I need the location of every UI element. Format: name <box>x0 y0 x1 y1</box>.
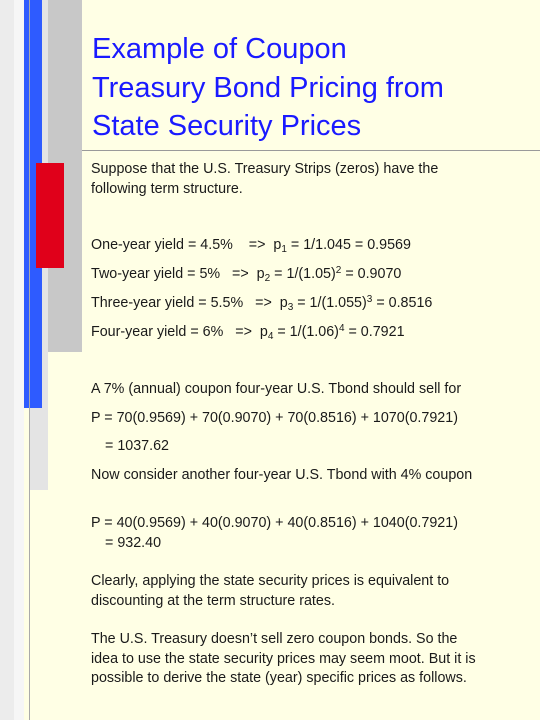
yield-3-prefix: Three-year yield = 5.5% => p <box>91 295 288 311</box>
yield-4-prefix: Four-year yield = 6% => p <box>91 324 268 340</box>
closing-line-2: idea to use the state security prices may seem moot. But it is <box>91 650 476 667</box>
deco-bar-white-sliver <box>14 0 24 720</box>
yield-row-3 <box>91 294 531 314</box>
title-divider <box>82 150 540 151</box>
yield-2-rest: = 0.9070 <box>341 266 402 282</box>
slide-title <box>92 30 532 146</box>
yield-2-sub: 2 <box>264 273 271 284</box>
coupon4-formula-line: P = 40(0.9569) + 40(0.9070) + 40(0.8516) + 1040(0.7921) <box>91 515 458 531</box>
yield-3-mid: = 1/(1.055) <box>293 295 367 311</box>
yield-1-rest: = 1/1.045 = 0.9569 <box>286 237 411 253</box>
yield-4-sup: 4 <box>338 323 345 334</box>
yield-row-2 <box>91 265 531 285</box>
clearly-line-1: Clearly, applying the state security prices is equivalent to <box>91 573 450 589</box>
intro-line-1: Suppose that the U.S. Treasury Strips (zeros) have the <box>91 161 439 177</box>
intro-line-2: following term structure. <box>91 180 243 197</box>
title-line-1: Example of Coupon <box>92 33 347 65</box>
clearly-paragraph <box>91 572 531 611</box>
closing-line-1: The U.S. Treasury doesn’t sell zero coupon bonds. So the <box>91 631 458 647</box>
closing-line-3: possible to derive the state (year) specific prices as follows. <box>91 670 467 686</box>
yield-4-sub: 4 <box>267 331 274 342</box>
coupon7-intro: A 7% (annual) coupon four-year U.S. Tbond should sell for <box>91 381 462 397</box>
yield-1-sub: 1 <box>281 244 287 255</box>
deco-bar-thin-line <box>29 0 30 720</box>
closing-paragraph <box>91 630 531 689</box>
yield-2-prefix: Two-year yield = 5% => p <box>91 266 265 282</box>
coupon7-formula: P = 70(0.9569) + 70(0.9070) + 70(0.8516) + 1070(0.7921) <box>91 410 458 426</box>
coupon4-result: = 932.40 <box>105 534 162 551</box>
intro-paragraph <box>91 160 531 199</box>
clearly-line-2: discounting at the term structure rates. <box>91 592 335 609</box>
yield-3-sup: 3 <box>366 294 373 305</box>
yield-row-4 <box>91 323 531 343</box>
yield-row-1 <box>91 236 531 256</box>
title-line-2: Treasury Bond Pricing from <box>92 71 444 104</box>
coupon4-formula <box>91 514 531 553</box>
coupon4-intro: Now consider another four-year U.S. Tbond with 4% coupon <box>91 467 473 483</box>
yield-2-mid: = 1/(1.05) <box>270 266 336 282</box>
yield-2-sup: 2 <box>335 265 342 276</box>
deco-bar-light-left <box>0 0 14 720</box>
title-line-3: State Security Prices <box>92 110 362 142</box>
yield-4-mid: = 1/(1.06) <box>273 324 339 340</box>
yield-3-sub: 3 <box>287 302 294 313</box>
yield-4-rest: = 0.7921 <box>344 324 405 340</box>
coupon7-result: = 1037.62 <box>105 438 170 454</box>
yield-1-prefix: One-year yield = 4.5% => p <box>91 237 282 253</box>
deco-bar-red <box>36 163 64 268</box>
yield-3-rest: = 0.8516 <box>372 295 433 311</box>
